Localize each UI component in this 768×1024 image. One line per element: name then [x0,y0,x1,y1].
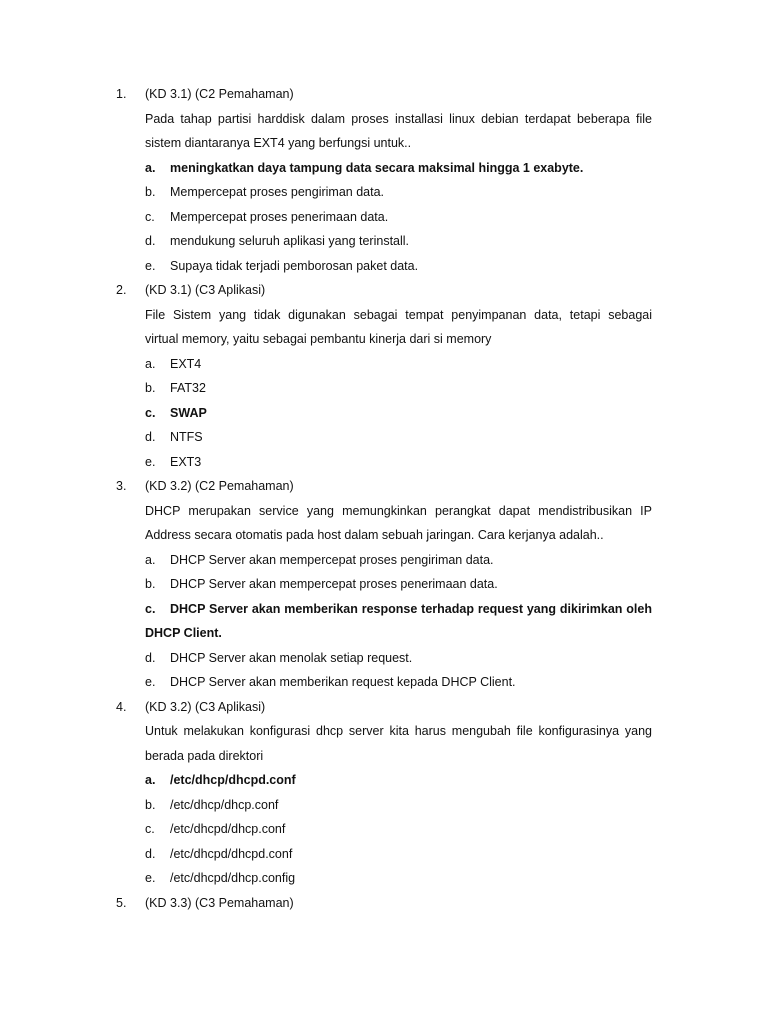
question-5-number: 5. [116,895,127,910]
option-text: DHCP Server akan memberikan request kepada DHCP Client. [170,675,516,689]
option-letter: c. [145,405,156,420]
question-2-stem-text: virtual memory, yaitu sebagai pembantu kinerja dari si memory [145,332,492,346]
question-2-stem-line-1 [0,303,768,328]
option-letter: c. [145,209,155,224]
option-text: DHCP Server akan mempercepat proses pengiriman data. [170,552,494,567]
question-5-header: (KD 3.3) (C3 Pemahaman) [145,895,294,910]
option-text: SWAP [170,405,207,420]
option-text: mendukung seluruh aplikasi yang terinstall. [170,234,410,248]
question-1-number: 1. [116,87,127,101]
option-text: DHCP Server akan menolak setiap request. [170,650,413,665]
question-3-stem-line-2 [0,523,768,548]
question-4-stem-line-2 [0,744,768,769]
option-text-continued: DHCP Client. [145,626,222,640]
question-4-option-c [0,817,768,842]
question-4-stem-text: berada pada direktori [145,748,264,763]
option-letter: d. [145,430,156,444]
option-letter: c. [145,601,156,616]
question-2-option-b [0,376,768,401]
question-1-stem-text: sistem diantaranya EXT4 yang berfungsi untuk.. [145,136,412,150]
question-4-header-line [0,695,768,720]
option-letter: d. [145,846,156,861]
question-4-option-b [0,793,768,818]
option-letter: b. [145,797,156,812]
question-3-option-b [0,572,768,597]
option-letter: a. [145,356,156,371]
option-text: EXT3 [170,454,202,469]
question-3-option-e [0,670,768,695]
question-1-option-b [0,180,768,205]
question-2-option-e [0,450,768,475]
question-2-number: 2. [116,283,127,297]
option-letter: b. [145,381,156,395]
question-1-option-a [0,156,768,181]
question-2-option-d [0,425,768,450]
question-4-header: (KD 3.2) (C3 Aplikasi) [145,699,266,714]
question-2-option-a [0,352,768,377]
option-text: FAT32 [170,381,206,395]
question-3-stem-text: DHCP merupakan service yang memungkinkan perangkat dapat mendistribusikan IP [145,503,652,518]
option-text: Mempercepat proses penerimaan data. [170,209,389,224]
question-2-stem-line-2 [0,327,768,352]
option-text: /etc/dhcpd/dhcpd.conf [170,846,293,861]
option-letter: e. [145,871,156,885]
option-letter: e. [145,258,156,273]
question-3-header: (KD 3.2) (C2 Pemahaman) [145,479,294,493]
question-2-stem-text: File Sistem yang tidak digunakan sebagai tempat penyimpanan data, tetapi sebagai [145,307,652,322]
question-1-option-d [0,229,768,254]
option-letter: d. [145,234,156,248]
option-text: NTFS [170,430,203,444]
question-3-stem-line-1 [0,499,768,524]
option-text: EXT4 [170,356,202,371]
question-3-stem-text: Address secara otomatis pada host dalam sebuah jaringan. Cara kerjanya adalah.. [145,528,604,542]
question-3-number: 3. [116,479,127,493]
option-letter: b. [145,185,156,199]
option-text: /etc/dhcpd/dhcp.conf [170,822,286,836]
question-1-header-line [0,82,768,107]
question-4-stem-text: Untuk melakukan konfigurasi dhcp server kita harus mengubah file konfigurasinya yang [145,724,652,738]
document-page [0,82,768,915]
option-text: DHCP Server akan mempercepat proses penerimaan data. [170,577,498,591]
option-letter: e. [145,675,156,689]
question-4-stem-line-1 [0,719,768,744]
option-letter: e. [145,454,156,469]
option-letter: d. [145,650,156,665]
option-letter: a. [145,552,156,567]
question-1-stem-line-2 [0,131,768,156]
question-4-option-d [0,842,768,867]
question-1-option-c [0,205,768,230]
question-3-header-line [0,474,768,499]
option-letter: a. [145,160,156,175]
option-text: Supaya tidak terjadi pemborosan paket data. [170,258,419,273]
option-letter: a. [145,773,156,787]
option-text: Mempercepat proses pengiriman data. [170,185,385,199]
question-3-option-d [0,646,768,671]
question-3-option-a [0,548,768,573]
question-3-option-c [0,597,768,622]
question-4-number: 4. [116,699,127,714]
question-2-header: (KD 3.1) (C3 Aplikasi) [145,283,266,297]
question-1-option-e [0,254,768,279]
option-letter: c. [145,822,155,836]
question-1-stem-text: Pada tahap partisi harddisk dalam proses installasi linux debian terdapat beberapa file [145,111,652,126]
question-4-option-a [0,768,768,793]
option-text: DHCP Server akan memberikan response terhadap request yang dikirimkan oleh [170,601,652,616]
option-text: /etc/dhcpd/dhcp.config [170,871,296,885]
question-2-option-c [0,401,768,426]
option-text: /etc/dhcp/dhcpd.conf [170,773,296,787]
question-3-option-c-continued [0,621,768,646]
question-1-header: (KD 3.1) (C2 Pemahaman) [145,87,294,101]
question-1-stem-line-1 [0,107,768,132]
option-text: meningkatkan daya tampung data secara maksimal hingga 1 exabyte. [170,160,584,175]
option-text: /etc/dhcp/dhcp.conf [170,797,279,812]
question-2-header-line [0,278,768,303]
question-4-option-e [0,866,768,891]
option-letter: b. [145,577,156,591]
question-5-header-line [0,891,768,916]
